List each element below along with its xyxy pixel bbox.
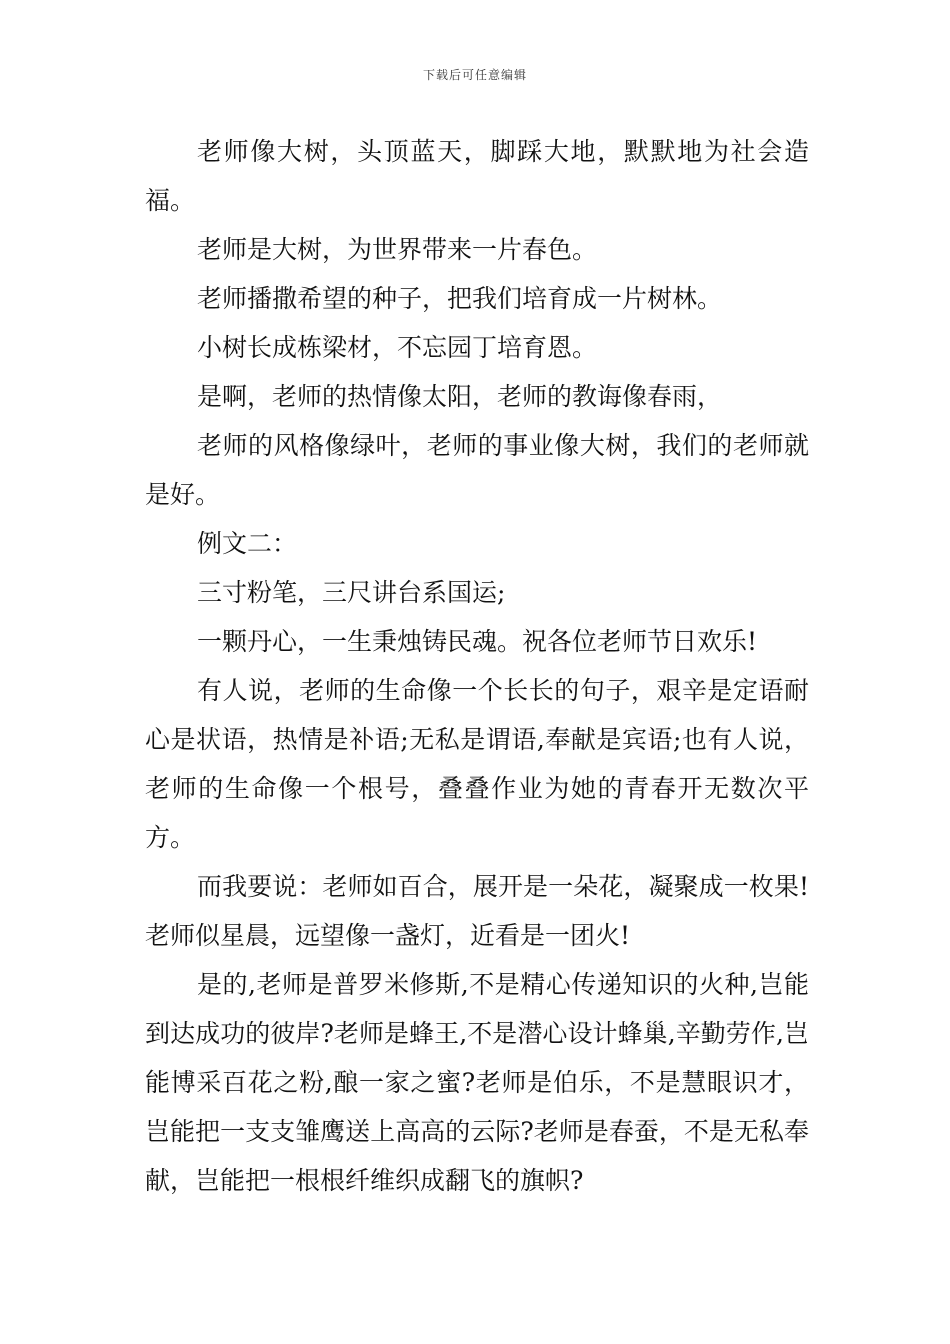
paragraph: 而我要说：老师如百合，展开是一朵花，凝聚成一枚果!老师似星晨，远望像一盏灯，近看是一团火! (145, 872, 809, 950)
paragraph: 三寸粉笔，三尺讲台系国运; (197, 578, 506, 607)
paragraph: 有人说，老师的生命像一个长长的句子，艰辛是定语耐心是状语，热情是补语;无私是谓语,奉献是宾语;也有人说，老师的生命像一个根号，叠叠作业为她的青春开无数次平方。 (145, 676, 809, 852)
paragraph: 小树长成栋梁材，不忘园丁培育恩。 (197, 333, 598, 362)
paragraph: 是啊，老师的热情像太阳，老师的教诲像春雨， (197, 382, 723, 411)
header-note: 下载后可任意编辑 (422, 68, 527, 82)
paragraph: 老师播撒希望的种子，把我们培育成一片树林。 (197, 284, 723, 313)
paragraph: 是的,老师是普罗米修斯,不是精心传递知识的火种,岂能到达成功的彼岸?老师是蜂王,不是潜心设计蜂巢,辛勤劳作,岂能博采百花之粉,酿一家之蜜?老师是伯乐，不是慧眼识才，岂能把一支支雏鹰送上高高的云际?老师是春蚕，不是无私奉献，岂能把一根根纤维织成翻飞的旗帜? (145, 970, 809, 1195)
section-heading: 例文二： (197, 529, 298, 558)
paragraph: 老师像大树，头顶蓝天，脚踩大地，默默地为社会造福。 (145, 137, 809, 215)
paragraph: 老师的风格像绿叶，老师的事业像大树，我们的老师就是好。 (145, 431, 809, 509)
paragraph: 一颗丹心，一生秉烛铸民魂。祝各位老师节日欢乐! (197, 627, 758, 656)
paragraph: 老师是大树，为世界带来一片春色。 (197, 235, 598, 264)
document-body (145, 127, 809, 1205)
